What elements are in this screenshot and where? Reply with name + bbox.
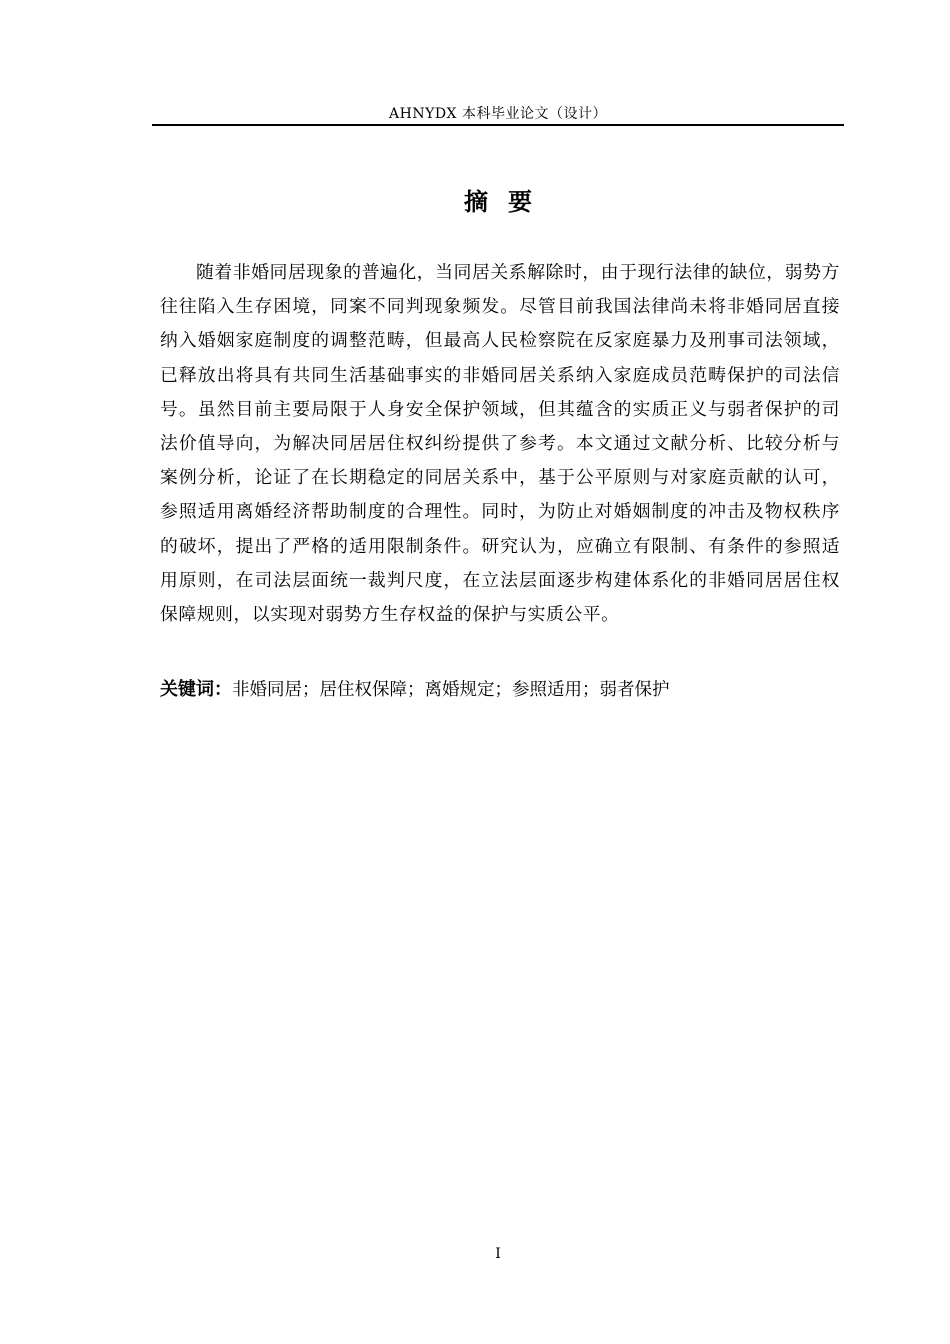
keywords-label: 关键词： — [160, 679, 232, 700]
running-header: AHNYDX 本科毕业论文（设计） — [389, 106, 607, 122]
keywords-terms: 非婚同居；居住权保障；离婚规定；参照适用；弱者保护 — [232, 680, 670, 700]
page-number: I — [495, 1246, 501, 1262]
keywords-line — [160, 674, 840, 706]
header-rule — [152, 124, 844, 126]
abstract-title: 摘要 — [464, 188, 552, 216]
abstract-body: 随着非婚同居现象的普遍化，当同居关系解除时，由于现行法律的缺位，弱势方往往陷入生存困境，同案不同判现象频发。尽管目前我国法律尚未将非婚同居直接纳入婚姻家庭制度的调整范畴，但最高人民检察院在反家庭暴力及刑事司法领域，已释放出将具有共同生活基础事实的非婚同居关系纳入家庭成员范畴保护的司法信号。虽然目前主要局限于人身安全保护领域，但其蕴含的实质正义与弱者保护的司法价值导向，为解决同居居住权纠纷提供了参考。本文通过文献分析、比较分析与案例分析，论证了在长期稳定的同居关系中，基于公平原则与对家庭贡献的认可，参照适用离婚经济帮助制度的合理性。同时，为防止对婚姻制度的冲击及物权秩序的破坏，提出了严格的适用限制条件。研究认为，应确立有限制、有条件的参照适用原则，在司法层面统一裁判尺度，在立法层面逐步构建体系化的非婚同居居住权保障规则，以实现对弱势方生存权益的保护与实质公平。 — [160, 262, 840, 626]
